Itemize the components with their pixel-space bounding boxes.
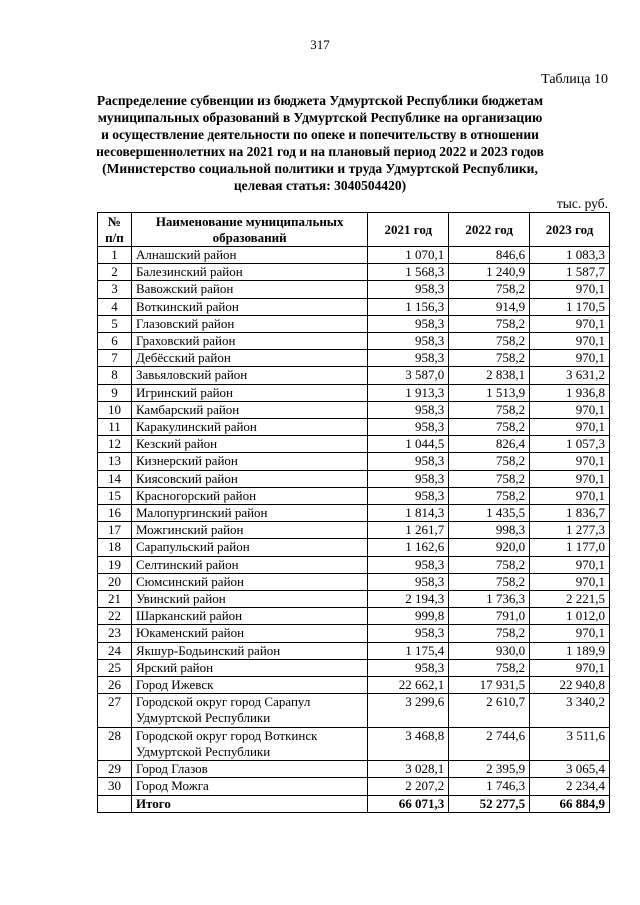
table-row xyxy=(98,642,610,659)
row-value-2023: 970,1 xyxy=(530,573,610,590)
row-name: Шарканский район xyxy=(131,608,367,625)
table-row xyxy=(98,591,610,608)
title-line: (Министерство социальной политики и труда Удмуртской Республики, xyxy=(102,161,538,176)
row-value-2021: 3 299,6 xyxy=(368,694,449,727)
row-number: 21 xyxy=(98,591,132,608)
row-number: 17 xyxy=(98,522,132,539)
row-name: Якшур-Бодьинский район xyxy=(131,642,367,659)
row-value-2021: 1 156,3 xyxy=(368,298,449,315)
table-row xyxy=(98,727,610,760)
row-value-2022: 758,2 xyxy=(449,625,530,642)
table-row xyxy=(98,401,610,418)
row-number: 1 xyxy=(98,247,132,264)
table-row xyxy=(98,573,610,590)
row-number: 22 xyxy=(98,608,132,625)
row-number: 30 xyxy=(98,778,132,795)
row-number: 26 xyxy=(98,677,132,694)
row-value-2021: 1 044,5 xyxy=(368,436,449,453)
row-value-2022: 1 513,9 xyxy=(449,384,530,401)
document-title xyxy=(90,92,550,194)
row-value-2021: 958,3 xyxy=(368,350,449,367)
row-value-2022: 758,2 xyxy=(449,556,530,573)
row-value-2022: 2 610,7 xyxy=(449,694,530,727)
table-row xyxy=(98,436,610,453)
table-row xyxy=(98,333,610,350)
row-number: 24 xyxy=(98,642,132,659)
row-name: Город Ижевск xyxy=(131,677,367,694)
row-value-2023: 970,1 xyxy=(530,470,610,487)
row-value-2021: 1 814,3 xyxy=(368,505,449,522)
row-name: Юкаменский район xyxy=(131,625,367,642)
row-number: 29 xyxy=(98,761,132,778)
row-value-2023: 3 340,2 xyxy=(530,694,610,727)
table-row xyxy=(98,505,610,522)
row-value-2022: 758,2 xyxy=(449,659,530,676)
table-row xyxy=(98,419,610,436)
row-number: 28 xyxy=(98,727,132,760)
row-name: Город Можга xyxy=(131,778,367,795)
row-value-2022: 1 746,3 xyxy=(449,778,530,795)
row-value-2021: 2 194,3 xyxy=(368,591,449,608)
total-row xyxy=(98,795,610,812)
row-value-2021: 2 207,2 xyxy=(368,778,449,795)
row-number: 12 xyxy=(98,436,132,453)
row-number: 13 xyxy=(98,453,132,470)
row-value-2022: 758,2 xyxy=(449,573,530,590)
table-row xyxy=(98,761,610,778)
row-number: 4 xyxy=(98,298,132,315)
row-name: Балезинский район xyxy=(131,264,367,281)
table-row xyxy=(98,539,610,556)
row-name: Вавожский район xyxy=(131,281,367,298)
row-name: Камбарский район xyxy=(131,401,367,418)
table-row xyxy=(98,522,610,539)
row-number: 19 xyxy=(98,556,132,573)
table-row xyxy=(98,281,610,298)
row-value-2023: 970,1 xyxy=(530,315,610,332)
row-value-2021: 958,3 xyxy=(368,487,449,504)
row-number: 11 xyxy=(98,419,132,436)
row-value-2022: 2 838,1 xyxy=(449,367,530,384)
row-value-2023: 22 940,8 xyxy=(530,677,610,694)
row-value-2022: 930,0 xyxy=(449,642,530,659)
row-value-2023: 970,1 xyxy=(530,556,610,573)
row-value-2022: 758,2 xyxy=(449,470,530,487)
table-row xyxy=(98,778,610,795)
row-value-2022: 2 744,6 xyxy=(449,727,530,760)
row-value-2022: 998,3 xyxy=(449,522,530,539)
table-row xyxy=(98,315,610,332)
row-value-2023: 1 012,0 xyxy=(530,608,610,625)
row-value-2023: 970,1 xyxy=(530,419,610,436)
row-value-2023: 970,1 xyxy=(530,350,610,367)
row-name: Игринский район xyxy=(131,384,367,401)
row-number: 23 xyxy=(98,625,132,642)
row-number: 10 xyxy=(98,401,132,418)
row-name: Глазовский район xyxy=(131,315,367,332)
row-number: 6 xyxy=(98,333,132,350)
row-value-2022: 791,0 xyxy=(449,608,530,625)
row-number: 5 xyxy=(98,315,132,332)
row-value-2021: 958,3 xyxy=(368,315,449,332)
row-value-2021: 1 913,3 xyxy=(368,384,449,401)
header-2021: 2021 год xyxy=(368,213,449,247)
table-row xyxy=(98,487,610,504)
row-number: 18 xyxy=(98,539,132,556)
row-value-2022: 1 240,9 xyxy=(449,264,530,281)
row-number: 25 xyxy=(98,659,132,676)
row-name: Завьяловский район xyxy=(131,367,367,384)
row-value-2023: 970,1 xyxy=(530,401,610,418)
total-label: Итого xyxy=(131,795,367,812)
row-value-2021: 958,3 xyxy=(368,573,449,590)
title-line: целевая статья: 3040504420) xyxy=(233,178,407,193)
table-row xyxy=(98,367,610,384)
row-name: Алнашский район xyxy=(131,247,367,264)
row-value-2022: 920,0 xyxy=(449,539,530,556)
row-value-2023: 1 083,3 xyxy=(530,247,610,264)
row-number: 20 xyxy=(98,573,132,590)
row-value-2021: 1 568,3 xyxy=(368,264,449,281)
row-name: Каракулинский район xyxy=(131,419,367,436)
table-row xyxy=(98,625,610,642)
header-2022: 2022 год xyxy=(449,213,530,247)
row-value-2021: 958,3 xyxy=(368,659,449,676)
row-value-2021: 3 587,0 xyxy=(368,367,449,384)
header-2023: 2023 год xyxy=(530,213,610,247)
table-row xyxy=(98,659,610,676)
row-value-2022: 826,4 xyxy=(449,436,530,453)
row-value-2023: 1 177,0 xyxy=(530,539,610,556)
total-2021: 66 071,3 xyxy=(368,795,449,812)
row-value-2023: 1 189,9 xyxy=(530,642,610,659)
row-value-2022: 758,2 xyxy=(449,419,530,436)
table-label: Таблица 10 xyxy=(541,72,608,87)
row-value-2021: 958,3 xyxy=(368,453,449,470)
row-value-2021: 958,3 xyxy=(368,470,449,487)
row-number: 8 xyxy=(98,367,132,384)
row-number: 9 xyxy=(98,384,132,401)
title-line: муниципальных образований в Удмуртской Республике на организацию xyxy=(97,110,543,125)
table-row xyxy=(98,694,610,727)
row-value-2022: 1 435,5 xyxy=(449,505,530,522)
row-value-2023: 3 511,6 xyxy=(530,727,610,760)
row-number: 27 xyxy=(98,694,132,727)
row-value-2021: 958,3 xyxy=(368,556,449,573)
row-value-2022: 758,2 xyxy=(449,350,530,367)
page-number: 317 xyxy=(310,37,330,52)
row-name: Город Глазов xyxy=(131,761,367,778)
row-value-2022: 758,2 xyxy=(449,281,530,298)
row-name: Дебёсский район xyxy=(131,350,367,367)
row-name: Городской округ город Воткинск Удмуртской Республики xyxy=(131,727,367,760)
row-name: Селтинский район xyxy=(131,556,367,573)
row-value-2021: 999,8 xyxy=(368,608,449,625)
table-row xyxy=(98,384,610,401)
row-value-2023: 1 170,5 xyxy=(530,298,610,315)
table-row xyxy=(98,608,610,625)
row-name: Увинский район xyxy=(131,591,367,608)
table-row xyxy=(98,350,610,367)
units-label: тыс. руб. xyxy=(556,196,608,211)
row-name: Можгинский район xyxy=(131,522,367,539)
row-name: Кизнерский район xyxy=(131,453,367,470)
row-value-2022: 758,2 xyxy=(449,487,530,504)
row-value-2022: 2 395,9 xyxy=(449,761,530,778)
row-value-2023: 1 057,3 xyxy=(530,436,610,453)
row-name: Сарапульский район xyxy=(131,539,367,556)
total-2023: 66 884,9 xyxy=(530,795,610,812)
row-value-2022: 758,2 xyxy=(449,453,530,470)
row-value-2021: 3 468,8 xyxy=(368,727,449,760)
row-value-2023: 1 836,7 xyxy=(530,505,610,522)
row-value-2021: 958,3 xyxy=(368,419,449,436)
row-value-2022: 914,9 xyxy=(449,298,530,315)
table-row xyxy=(98,247,610,264)
row-name: Сюмсинский район xyxy=(131,573,367,590)
row-value-2021: 1 162,6 xyxy=(368,539,449,556)
row-name: Граховский район xyxy=(131,333,367,350)
header-name: Наименование муниципальных образований xyxy=(131,213,367,247)
total-2022: 52 277,5 xyxy=(449,795,530,812)
row-value-2023: 3 631,2 xyxy=(530,367,610,384)
row-value-2022: 846,6 xyxy=(449,247,530,264)
table-header-row xyxy=(98,213,610,247)
row-value-2023: 970,1 xyxy=(530,487,610,504)
row-value-2021: 3 028,1 xyxy=(368,761,449,778)
row-name: Воткинский район xyxy=(131,298,367,315)
table-body xyxy=(98,247,610,813)
table-row xyxy=(98,264,610,281)
row-number: 15 xyxy=(98,487,132,504)
table-row xyxy=(98,470,610,487)
row-name: Красногорский район xyxy=(131,487,367,504)
header-number: № п/п xyxy=(98,213,132,247)
row-value-2021: 958,3 xyxy=(368,625,449,642)
row-value-2021: 958,3 xyxy=(368,333,449,350)
row-value-2022: 758,2 xyxy=(449,315,530,332)
row-name: Кезский район xyxy=(131,436,367,453)
title-line: несовершеннолетних на 2021 год и на плановый период 2022 и 2023 годов xyxy=(96,144,544,159)
row-name: Ярский район xyxy=(131,659,367,676)
row-value-2023: 970,1 xyxy=(530,453,610,470)
row-number: 3 xyxy=(98,281,132,298)
row-value-2021: 1 175,4 xyxy=(368,642,449,659)
row-value-2023: 2 234,4 xyxy=(530,778,610,795)
row-value-2023: 2 221,5 xyxy=(530,591,610,608)
row-value-2022: 17 931,5 xyxy=(449,677,530,694)
row-name: Киясовский район xyxy=(131,470,367,487)
row-value-2021: 958,3 xyxy=(368,401,449,418)
table-row xyxy=(98,453,610,470)
row-number: 7 xyxy=(98,350,132,367)
row-name: Городской округ город Сарапул Удмуртской Республики xyxy=(131,694,367,727)
row-value-2023: 1 936,8 xyxy=(530,384,610,401)
row-name: Малопургинский район xyxy=(131,505,367,522)
row-value-2022: 758,2 xyxy=(449,401,530,418)
total-number-cell xyxy=(98,795,132,812)
row-value-2023: 970,1 xyxy=(530,659,610,676)
table-row xyxy=(98,298,610,315)
title-line: и осуществление деятельности по опеке и попечительству в отношении xyxy=(101,127,539,142)
row-value-2023: 1 277,3 xyxy=(530,522,610,539)
subvention-table xyxy=(97,212,610,813)
table-row xyxy=(98,677,610,694)
row-value-2021: 958,3 xyxy=(368,281,449,298)
table-row xyxy=(98,556,610,573)
row-value-2021: 22 662,1 xyxy=(368,677,449,694)
row-number: 16 xyxy=(98,505,132,522)
row-number: 14 xyxy=(98,470,132,487)
row-value-2022: 758,2 xyxy=(449,333,530,350)
row-value-2023: 3 065,4 xyxy=(530,761,610,778)
row-value-2023: 970,1 xyxy=(530,333,610,350)
row-value-2023: 970,1 xyxy=(530,625,610,642)
row-value-2022: 1 736,3 xyxy=(449,591,530,608)
row-value-2023: 1 587,7 xyxy=(530,264,610,281)
title-line: Распределение субвенции из бюджета Удмуртской Республики бюджетам xyxy=(96,93,544,108)
row-number: 2 xyxy=(98,264,132,281)
row-value-2021: 1 070,1 xyxy=(368,247,449,264)
row-value-2023: 970,1 xyxy=(530,281,610,298)
row-value-2021: 1 261,7 xyxy=(368,522,449,539)
